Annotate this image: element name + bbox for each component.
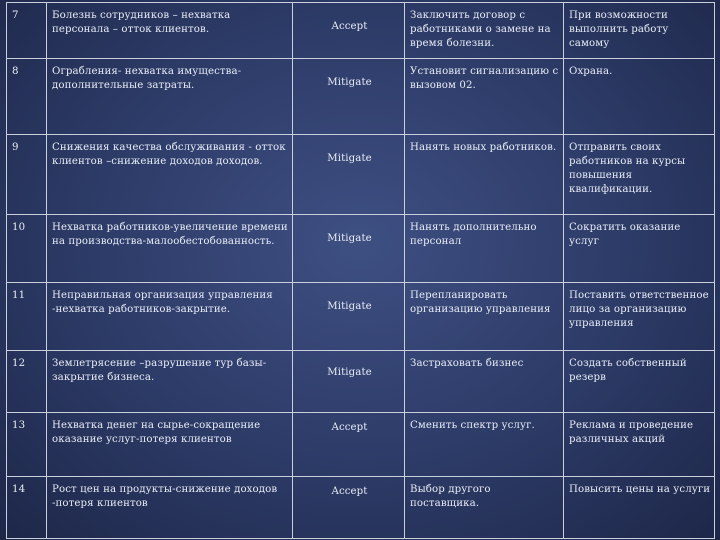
action-cell: Застраховать бизнес (405, 351, 564, 413)
row-number: 14 (7, 477, 47, 539)
table-row (7, 283, 715, 351)
risk-description: Рост цен на продукты-снижение доходов -потеря клиентов (47, 477, 293, 539)
row-number: 8 (7, 59, 47, 135)
strategy-cell (293, 135, 405, 215)
row-number: 13 (7, 413, 47, 477)
strategy-label: Accept (331, 422, 368, 433)
alternative-cell: Повысить цены на услуги (564, 477, 715, 539)
action-cell: Сменить спектр услуг. (405, 413, 564, 477)
alternative-cell: Отправить своих работников на курсы повышения квалификации. (564, 135, 715, 215)
alternative-cell: Сократить оказание услуг (564, 215, 715, 283)
strategy-cell (293, 351, 405, 413)
table-row (7, 59, 715, 135)
strategy-cell (293, 59, 405, 135)
row-number: 11 (7, 283, 47, 351)
strategy-label: Mitigate (327, 301, 372, 312)
table-row (7, 135, 715, 215)
strategy-cell (293, 215, 405, 283)
strategy-label: Mitigate (327, 77, 372, 88)
action-cell: Выбор другого поставщика. (405, 477, 564, 539)
alternative-cell: Поставить ответственное лицо за организацию управления (564, 283, 715, 351)
table-row (7, 215, 715, 283)
action-cell: Перепланировать организацию управления (405, 283, 564, 351)
risk-description: Снижения качества обслуживания - отток клиентов –снижение доходов доходов. (47, 135, 293, 215)
strategy-label: Mitigate (327, 233, 372, 244)
table-row (7, 413, 715, 477)
table-row (7, 351, 715, 413)
strategy-cell (293, 413, 405, 477)
risk-description: Ограбления- нехватка имущества-дополнительные затраты. (47, 59, 293, 135)
strategy-cell (293, 477, 405, 539)
risk-description: Нехватка денег на сырье-сокращение оказание услуг-потеря клиентов (47, 413, 293, 477)
strategy-cell (293, 3, 405, 59)
row-number: 10 (7, 215, 47, 283)
action-cell: Нанять новых работников. (405, 135, 564, 215)
row-number: 12 (7, 351, 47, 413)
table-row (7, 3, 715, 59)
table-row (7, 477, 715, 539)
risk-description: Болезнь сотрудников – нехватка персонала – отток клиентов. (47, 3, 293, 59)
risk-table (6, 2, 715, 539)
risk-description: Неправильная организация управления -нехватка работников-закрытие. (47, 283, 293, 351)
risk-description: Нехватка работников-увеличение времени на производства-малообестобованность. (47, 215, 293, 283)
strategy-label: Accept (331, 486, 368, 497)
alternative-cell: Создать собственный резерв (564, 351, 715, 413)
strategy-cell (293, 283, 405, 351)
action-cell: Установит сигнализацию с вызовом 02. (405, 59, 564, 135)
strategy-label: Mitigate (327, 367, 372, 378)
strategy-label: Accept (331, 21, 368, 32)
strategy-label: Mitigate (327, 153, 372, 164)
risk-description: Землетрясение –разрушение тур базы-закрытие бизнеса. (47, 351, 293, 413)
action-cell: Нанять дополнительно персонал (405, 215, 564, 283)
alternative-cell: Охрана. (564, 59, 715, 135)
alternative-cell: При возможности выполнить работу самому (564, 3, 715, 59)
action-cell: Заключить договор с работниками о замене на время болезни. (405, 3, 564, 59)
alternative-cell: Реклама и проведение различных акций (564, 413, 715, 477)
row-number: 9 (7, 135, 47, 215)
row-number: 7 (7, 3, 47, 59)
